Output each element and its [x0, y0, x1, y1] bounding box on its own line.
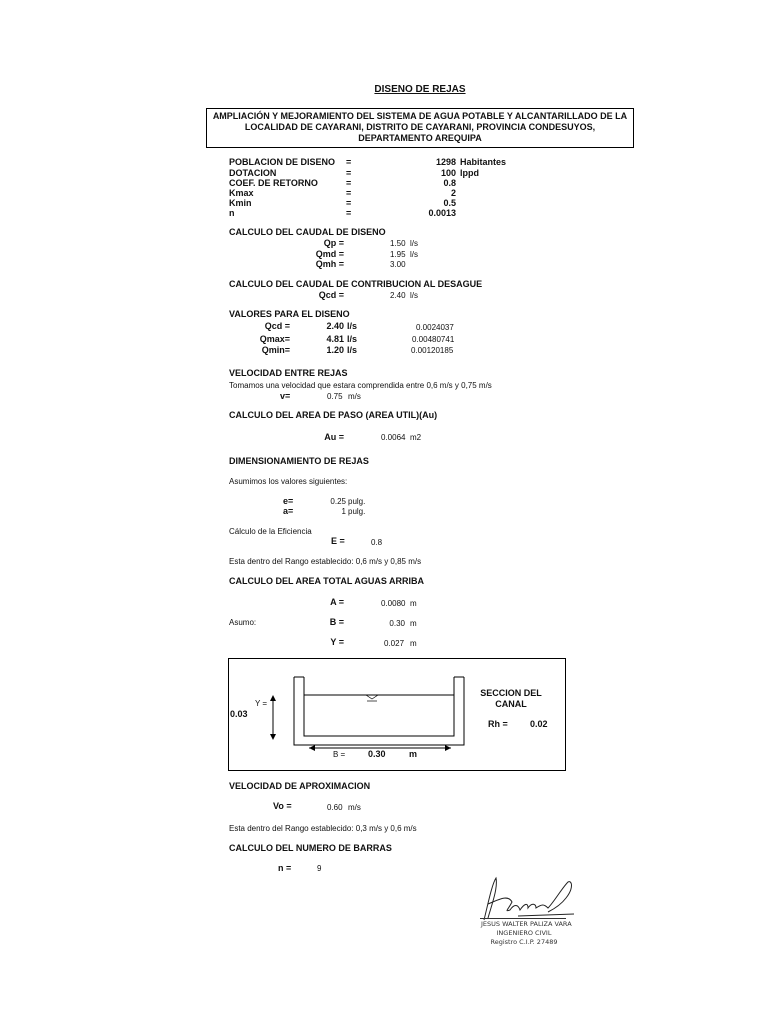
- area-b-label: B =: [329, 617, 344, 627]
- vo-unit: m/s: [348, 803, 361, 812]
- au-value: 0.0064: [381, 433, 406, 442]
- area-y-unit: m: [410, 639, 417, 648]
- v-unit: m/s: [348, 392, 361, 401]
- signer-title: INGENIERO CIVIL: [496, 929, 552, 937]
- valor-value: 1.20: [326, 345, 344, 355]
- param-label: DOTACION: [229, 168, 277, 178]
- valor-label: Qmax=: [259, 334, 290, 344]
- a-value: 1: [341, 507, 346, 516]
- eficiencia-note: Cálculo de la Eficiencia: [229, 527, 312, 536]
- param-equals: =: [346, 178, 352, 188]
- param-equals: =: [346, 157, 352, 167]
- area-a-label: A =: [330, 597, 344, 607]
- param-equals: =: [346, 188, 352, 198]
- area-b-unit: m: [410, 619, 417, 628]
- valor-extra: 0.00120185: [411, 346, 454, 355]
- project-title: AMPLIACIÓN Y MEJORAMIENTO DEL SISTEMA DE AGUA POTABLE Y ALCANTARILLADO DE LA LOCALIDAD DE CAYARANI, DISTRITO DE CAYARANI, PROVINCIA CONDESUYOS, DEPARTAMENTO AREQUIPA: [212, 111, 628, 143]
- range-note: Esta dentro del Rango establecido: 0,6 m/s y 0,85 m/s: [229, 557, 422, 566]
- diagram-b-unit: m: [409, 749, 418, 759]
- qmd-unit: l/s: [410, 250, 418, 259]
- qp-value: 1.50: [390, 239, 406, 248]
- param-unit: lppd: [460, 168, 479, 178]
- vo-value: 0.60: [327, 803, 343, 812]
- param-label: COEF. DE RETORNO: [229, 178, 318, 188]
- e-label: e=: [283, 496, 294, 506]
- section-heading: VALORES PARA EL DISENO: [229, 309, 350, 319]
- au-unit: m2: [410, 433, 422, 442]
- diagram-y-label: Y =: [255, 699, 268, 708]
- a-label: a=: [283, 506, 294, 516]
- rh-label: Rh =: [488, 719, 508, 729]
- area-y-value: 0.027: [384, 639, 405, 648]
- param-label: POBLACION DE DISENO: [229, 157, 336, 167]
- valor-label: Qmin=: [261, 345, 290, 355]
- signature-line: [480, 918, 566, 919]
- param-value: 0.5: [443, 198, 456, 208]
- eficiencia-value: 0.8: [371, 538, 383, 547]
- param-equals: =: [346, 208, 352, 218]
- section-heading: VELOCIDAD ENTRE REJAS: [229, 368, 348, 378]
- section-heading: CALCULO DEL AREA DE PASO (AREA UTIL)(Au): [229, 410, 438, 420]
- param-equals: =: [346, 198, 352, 208]
- qcd-value: 2.40: [390, 291, 406, 300]
- section-heading: CALCULO DEL CAUDAL DE CONTRIBUCION AL DESAGUE: [229, 279, 483, 289]
- valor-value: 2.40: [326, 321, 344, 331]
- asumo-label: Asumo:: [229, 618, 257, 627]
- qp-label: Qp =: [323, 238, 344, 248]
- diagram-b-value: 0.30: [368, 749, 386, 759]
- au-label: Au =: [324, 432, 344, 442]
- n-barras-label: n =: [278, 863, 292, 873]
- section-heading: CALCULO DEL CAUDAL DE DISENO: [229, 227, 386, 237]
- project-title-box: [206, 108, 634, 148]
- section-heading: DIMENSIONAMIENTO DE REJAS: [229, 456, 369, 466]
- e-value: 0.25: [330, 497, 346, 506]
- valor-unit: l/s: [347, 334, 358, 344]
- param-label: n: [229, 208, 235, 218]
- v-label: v=: [280, 391, 291, 401]
- a-unit: pulg.: [348, 507, 366, 516]
- section-title: SECCION DEL CANAL: [480, 688, 542, 709]
- qmd-value: 1.95: [390, 250, 406, 259]
- eficiencia-label: E =: [331, 536, 345, 546]
- area-a-value: 0.0080: [381, 599, 406, 608]
- e-unit: pulg.: [348, 497, 366, 506]
- page-title: DISENO DE REJAS: [374, 84, 466, 95]
- signature-scribble: [478, 874, 588, 924]
- diagram-b-label: B =: [333, 750, 346, 759]
- range-note: Esta dentro del Rango establecido: 0,3 m/s y 0,6 m/s: [229, 824, 417, 833]
- n-barras-value: 9: [317, 864, 322, 873]
- qcd-label: Qcd =: [318, 290, 344, 300]
- param-value: 1298: [435, 157, 456, 167]
- area-b-value: 0.30: [389, 619, 405, 628]
- param-equals: =: [346, 168, 352, 178]
- param-value: 0.0013: [428, 208, 456, 218]
- valor-unit: l/s: [347, 345, 358, 355]
- valor-label: Qcd =: [264, 321, 290, 331]
- param-value: 2: [450, 188, 456, 198]
- valor-unit: l/s: [347, 321, 358, 331]
- qmh-value: 3.00: [390, 260, 406, 269]
- section-heading: CALCULO DEL AREA TOTAL AGUAS ARRIBA: [229, 576, 424, 586]
- section-heading: VELOCIDAD DE APROXIMACION: [229, 781, 371, 791]
- diagram-y-value: 0.03: [230, 709, 248, 719]
- area-a-unit: m: [410, 599, 417, 608]
- signer-name: JESUS WALTER PALIZA VARA: [481, 920, 572, 928]
- param-value: 0.8: [443, 178, 456, 188]
- vo-label: Vo =: [273, 801, 292, 811]
- qp-unit: l/s: [410, 239, 418, 248]
- valor-extra: 0.00480741: [412, 335, 455, 344]
- qmh-label: Qmh =: [315, 259, 344, 269]
- section-heading: CALCULO DEL NUMERO DE BARRAS: [229, 843, 392, 853]
- signer-registro: Registro C.I.P. 27489: [490, 938, 558, 946]
- qmd-label: Qmd =: [315, 249, 344, 259]
- valor-value: 4.81: [326, 334, 344, 344]
- rh-value: 0.02: [530, 719, 548, 729]
- area-y-label: Y =: [330, 637, 344, 647]
- param-unit: Habitantes: [460, 157, 507, 167]
- param-value: 100: [440, 168, 456, 178]
- channel-section-diagram: [228, 658, 566, 771]
- param-label: Kmin: [229, 198, 252, 208]
- qcd-unit: l/s: [410, 291, 418, 300]
- dimensionamiento-note: Asumimos los valores siguientes:: [229, 477, 348, 486]
- v-value: 0.75: [327, 392, 343, 401]
- param-label: Kmax: [229, 188, 254, 198]
- velocidad-note: Tomamos una velocidad que estara comprendida entre 0,6 m/s y 0,75 m/s: [229, 381, 492, 390]
- channel-drawing: [229, 659, 565, 770]
- valor-extra: 0.0024037: [416, 323, 454, 332]
